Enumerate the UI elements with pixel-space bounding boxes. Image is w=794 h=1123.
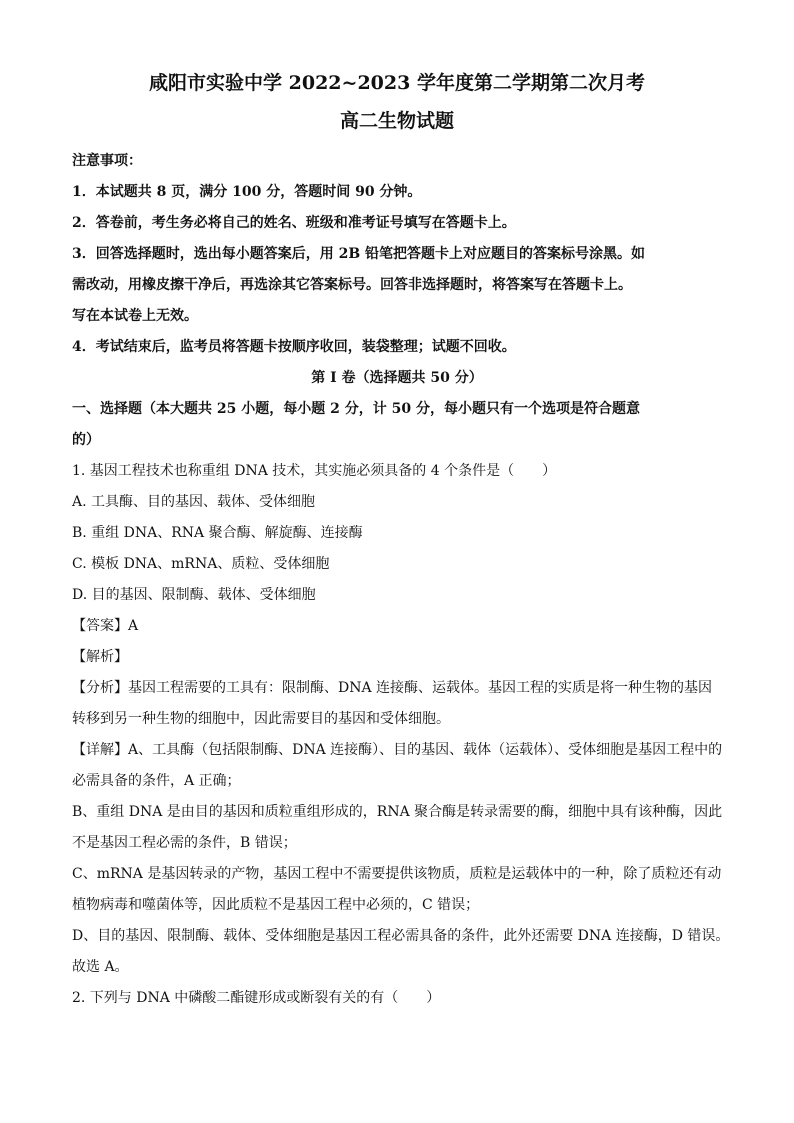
notice-block: [72, 146, 722, 363]
section-header: [72, 363, 722, 456]
analysis-label: 【解析】: [72, 649, 128, 665]
explanation-line: C、mRNA 是基因转录的产物，基因工程中不需要提供该物质，质粒是运载体中的一种，除了质粒还有动: [72, 866, 722, 882]
explanation-line: 【分析】基因工程需要的工具有：限制酶、DNA 连接酶、运载体。基因工程的实质是将一种生物的基因: [72, 680, 713, 696]
explanation-line: D、目的基因、限制酶、载体、受体细胞是基因工程必需具备的条件，此外还需要 DNA 连接酶，D 错误。: [72, 928, 730, 944]
explanation-line: 不是基因工程必需的条件，B 错误；: [72, 835, 297, 851]
explanation-line: 必需具备的条件，A 正确；: [72, 773, 241, 789]
exam-title: 咸阳市实验中学 2022~2023 学年度第二学期第二次月考: [149, 72, 645, 94]
notice-item: 3．回答选择题时，选出每小题答案后，用 2B 铅笔把答题卡上对应题目的答案标号涂黑。如: [72, 246, 646, 262]
section-title: 第 I 卷（选择题共 50 分）: [311, 370, 483, 386]
notice-item: 2．答卷前，考生务必将自己的姓名、班级和准考证号填写在答题卡上。: [72, 215, 516, 231]
option-a: A. 工具酶、目的基因、载体、受体细胞: [72, 494, 316, 510]
question-1: [72, 456, 730, 983]
notice-heading: 注意事项：: [72, 153, 142, 169]
option-d: D. 目的基因、限制酶、载体、受体细胞: [72, 587, 316, 603]
explanation-line: 植物病毒和噬菌体等，因此质粒不是基因工程中必须的，C 错误；: [72, 897, 480, 913]
question-stem: 1. 基因工程技术也称重组 DNA 技术，其实施必须具备的 4 个条件是（ ）: [72, 463, 557, 479]
answer-label: 【答案】A: [72, 618, 139, 634]
exam-subtitle: 高二生物试题: [339, 110, 454, 132]
option-c: C. 模板 DNA、mRNA、质粒、受体细胞: [72, 556, 330, 572]
section-heading-cont: 的）: [72, 432, 100, 448]
notice-item: 写在本试卷上无效。: [72, 308, 198, 324]
explanation-line: 故选 A。: [72, 959, 129, 975]
section-heading: 一、选择题（本大题共 25 小题，每小题 2 分，计 50 分，每小题只有一个选项是符合题意: [72, 401, 640, 417]
notice-item: 1．本试题共 8 页，满分 100 分，答题时间 90 分钟。: [72, 184, 422, 200]
notice-item: 4．考试结束后，监考员将答题卡按顺序收回，装袋整理；试题不回收。: [72, 339, 516, 355]
notice-item: 需改动，用橡皮擦干净后，再选涂其它答案标号。回答非选择题时，将答案写在答题卡上。: [72, 277, 632, 293]
explanation-line: 转移到另一种生物的细胞中，因此需要目的基因和受体细胞。: [72, 711, 450, 727]
question-stem: 2. 下列与 DNA 中磷酸二酯键形成或断裂有关的有（ ）: [72, 990, 441, 1006]
option-b: B. 重组 DNA、RNA 聚合酶、解旋酶、连接酶: [72, 525, 363, 541]
explanation-line: B、重组 DNA 是由目的基因和质粒重组形成的，RNA 聚合酶是转录需要的酶，细胞中具有该种酶，因此: [72, 804, 723, 820]
explanation-line: 【详解】A、工具酶（包括限制酶、DNA 连接酶）、目的基因、载体（运载体）、受体细胞是基因工程中的: [72, 742, 723, 758]
exam-page: [72, 70, 730, 1014]
question-2: [72, 983, 722, 1014]
